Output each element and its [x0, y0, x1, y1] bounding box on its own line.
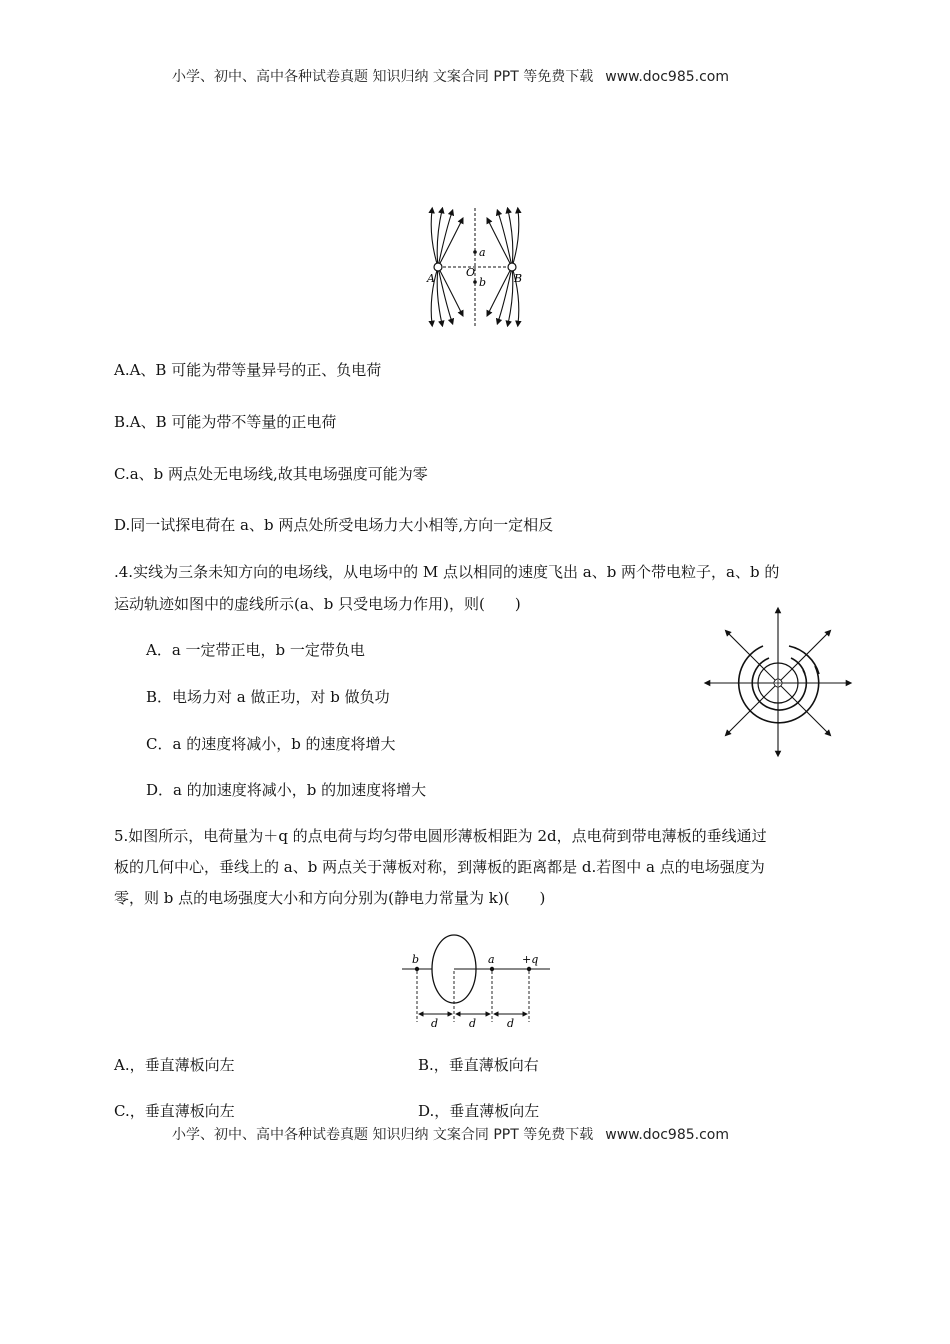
q5-option-a: A.，垂直薄板向左 — [114, 1056, 235, 1074]
q5-stem-line3: 零，则 b 点的电场强度大小和方向分别为(静电力常量为 k)( ) — [114, 889, 546, 907]
q4-option-c: C．a 的速度将减小，b 的速度将增大 — [146, 735, 396, 753]
q4-stem-line2: 运动轨迹如图中的虚线所示(a、b 只受电场力作用)，则( ) — [114, 595, 521, 613]
label-O: O — [466, 266, 476, 279]
label-a: a — [488, 953, 495, 966]
q3-option-c: C.a、b 两点处无电场线,故其电场强度可能为零 — [114, 465, 428, 483]
q5-stem-line2: 板的几何中心，垂线上的 a、b 两点关于薄板对称，到薄板的距离都是 d.若图中 a 点的电场强度为 — [114, 858, 765, 876]
label-a: a — [479, 246, 486, 259]
header-text: 小学、初中、高中各种试卷真题 知识归纳 文案合同 PPT 等免费下载 — [172, 69, 594, 85]
footer-url: www.doc985.com — [605, 1127, 729, 1143]
q4-option-a: A．a 一定带正电，b 一定带负电 — [146, 641, 365, 659]
radial-field-figure — [703, 608, 853, 758]
footer-text: 小学、初中、高中各种试卷真题 知识归纳 文案合同 PPT 等免费下载 — [172, 1127, 594, 1143]
field-lines-figure — [418, 208, 538, 328]
label-b: b — [412, 953, 420, 966]
header-url: www.doc985.com — [605, 69, 729, 85]
q4-option-b: B．电场力对 a 做正功，对 b 做负功 — [146, 688, 390, 706]
q4-stem-line1: .4.实线为三条未知方向的电场线，从电场中的 M 点以相同的速度飞出 a、b 两个带电粒子，a、b 的 — [114, 563, 780, 581]
q5-stem-line1: 5.如图所示，电荷量为＋q 的点电荷与均匀带电圆形薄板相距为 2d，点电荷到带电薄板的垂线通过 — [114, 827, 767, 845]
label-d2: d — [469, 1017, 477, 1030]
label-q: +q — [522, 953, 539, 966]
q5-option-c: C.，垂直薄板向左 — [114, 1102, 235, 1120]
q5-option-d: D.，垂直薄板向左 — [418, 1102, 540, 1120]
q4-option-d: D．a 的加速度将减小，b 的加速度将增大 — [146, 781, 427, 799]
label-B: B — [514, 272, 523, 285]
q3-option-d: D.同一试探电荷在 a、b 两点处所受电场力大小相等,方向一定相反 — [114, 516, 554, 534]
plate-charge-figure — [398, 930, 568, 1030]
q3-option-a: A.A、B 可能为带等量异号的正、负电荷 — [114, 361, 382, 379]
label-d1: d — [431, 1017, 439, 1030]
q3-option-b: B.A、B 可能为带不等量的正电荷 — [114, 413, 337, 431]
label-d3: d — [507, 1017, 515, 1030]
page-header — [172, 66, 729, 86]
label-b: b — [479, 276, 487, 289]
q5-option-b: B.，垂直薄板向右 — [418, 1056, 539, 1074]
label-A: A — [427, 272, 435, 285]
page-footer — [172, 1124, 729, 1144]
